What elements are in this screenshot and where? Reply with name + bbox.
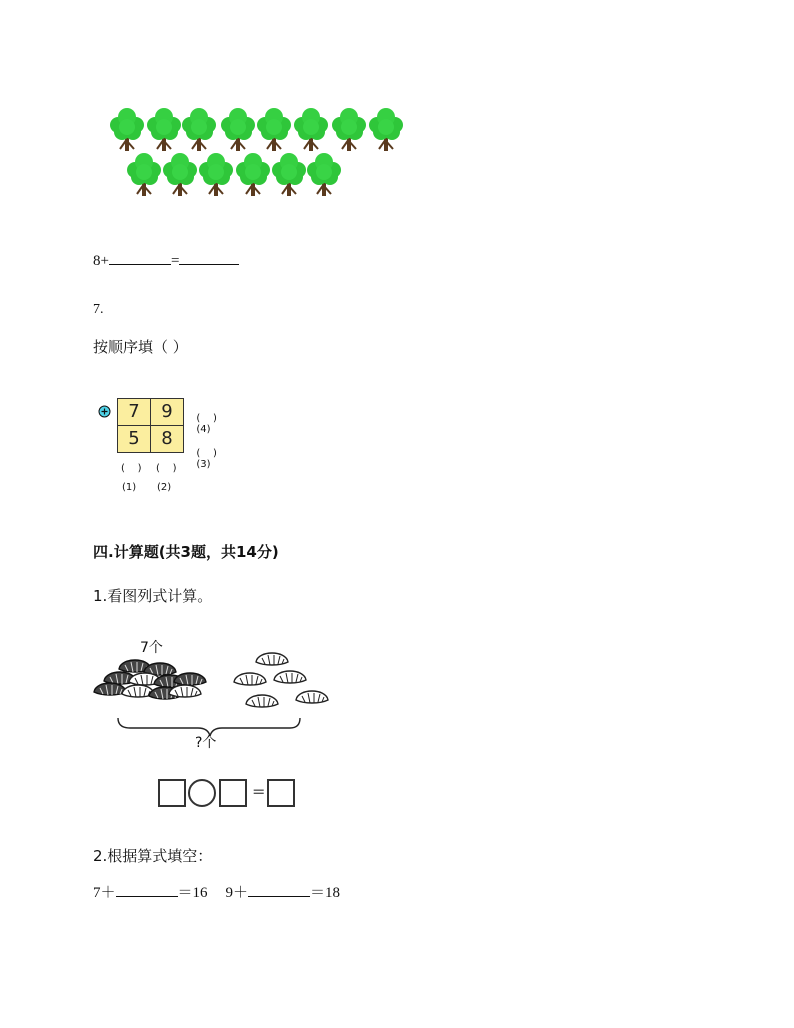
number-grid	[117, 398, 186, 455]
equals-sign: =	[252, 782, 266, 801]
section-heading: 四.计算题(共3题，共14分)	[93, 543, 279, 561]
grid-cell: 9	[150, 398, 184, 426]
question-number: 7.	[93, 302, 104, 317]
operator-circle[interactable]	[188, 779, 216, 807]
label-index: (3)	[196, 459, 211, 470]
eq1-suffix: ＝16	[177, 885, 208, 901]
answer-blank-1[interactable]	[109, 250, 171, 265]
answer-box-3[interactable]	[267, 779, 295, 807]
plus-circle-icon	[98, 405, 111, 418]
shells-illustration	[90, 640, 340, 745]
count-label: 7个	[140, 640, 163, 656]
equation-prefix: 8+	[93, 253, 109, 269]
equals-sign: =	[170, 253, 180, 269]
answer-paren[interactable]: ( )	[196, 448, 217, 459]
fill-equations	[93, 881, 340, 902]
tree-row-1	[110, 108, 403, 151]
eq2-prefix: 9＋	[225, 885, 249, 901]
eq2-suffix: ＝18	[310, 885, 341, 901]
eq1-blank[interactable]	[116, 882, 178, 897]
right-label-row-1	[190, 402, 217, 435]
bottom-index-1: (1)	[122, 482, 137, 493]
eq2-blank[interactable]	[248, 882, 310, 897]
bottom-paren-2[interactable]: ( )	[156, 463, 177, 474]
trees-illustration	[100, 100, 420, 210]
answer-box-1[interactable]	[158, 779, 186, 807]
label-index: (4)	[196, 424, 211, 435]
grid-cell: 8	[150, 425, 184, 453]
answer-box-2[interactable]	[219, 779, 247, 807]
right-label-row-2	[190, 437, 217, 470]
total-label: ?个	[195, 735, 217, 751]
shell-group-right	[234, 653, 328, 707]
question-2-text: 2.根据算式填空：	[93, 847, 213, 865]
bottom-paren-1[interactable]: ( )	[121, 463, 142, 474]
trees-equation	[93, 250, 239, 270]
bottom-index-2: (2)	[157, 482, 172, 493]
tree-row-2	[127, 153, 341, 196]
shell-pile-left	[94, 660, 206, 699]
question-prompt: 按顺序填（ ）	[93, 338, 188, 356]
eq1-prefix: 7＋	[93, 885, 116, 901]
question-1-text: 1.看图列式计算。	[93, 587, 213, 605]
grid-cell: 7	[117, 398, 151, 426]
answer-blank-2[interactable]	[179, 250, 239, 265]
answer-paren[interactable]: ( )	[196, 413, 217, 424]
grid-cell: 5	[117, 425, 151, 453]
